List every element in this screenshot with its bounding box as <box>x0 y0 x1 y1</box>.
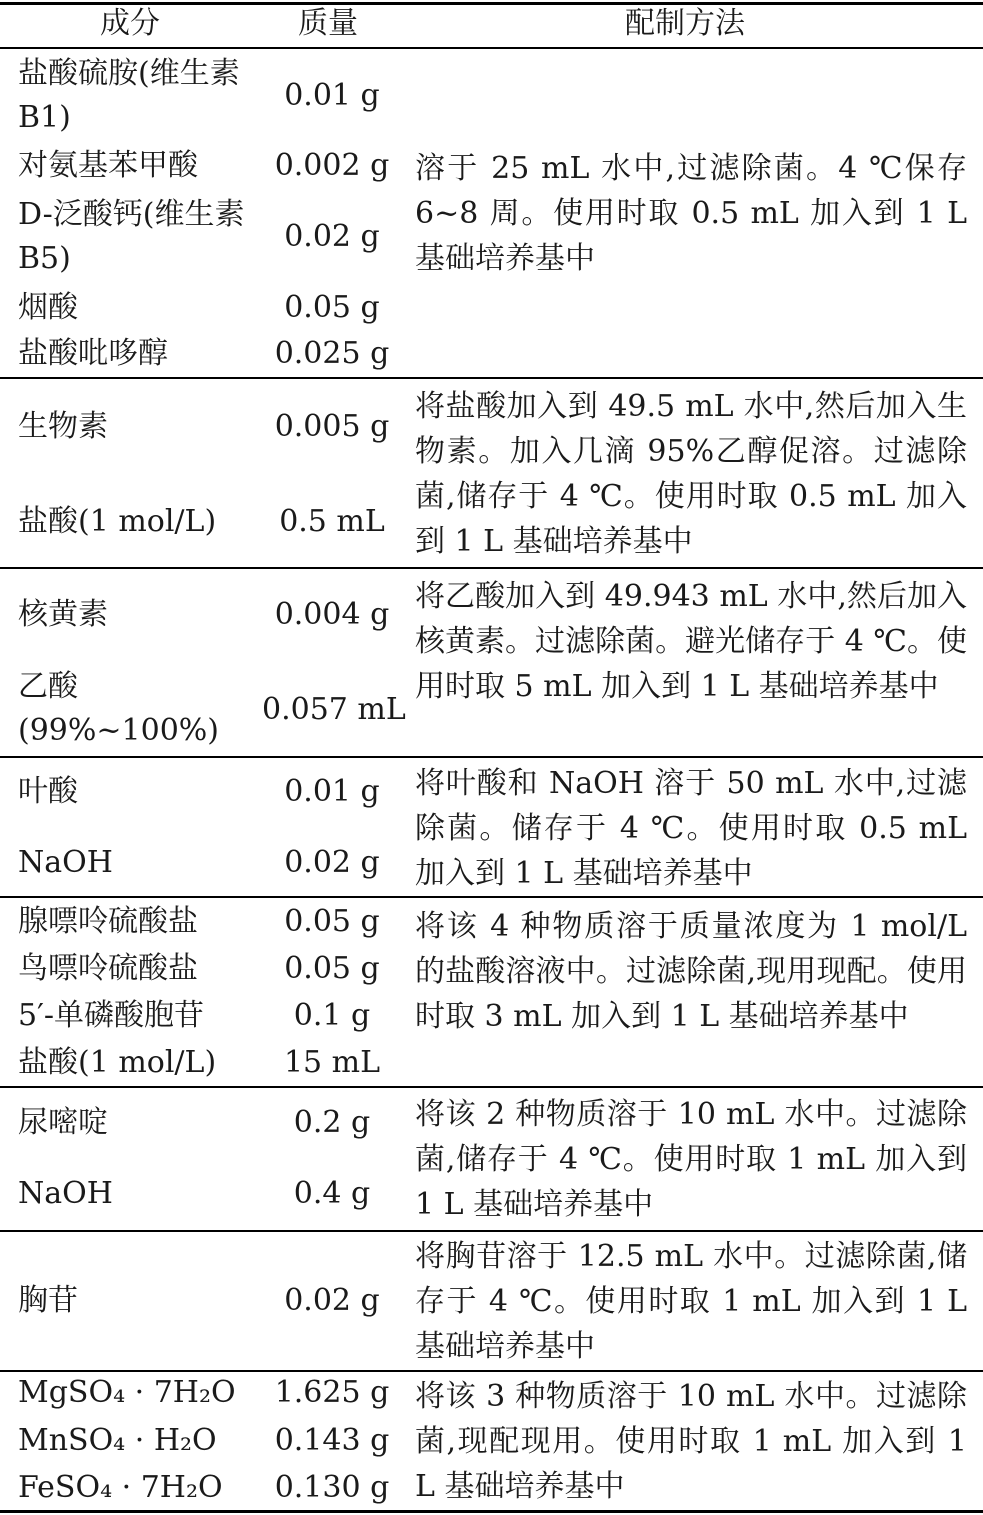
ingredient-mass: 1.625 g <box>274 1375 390 1410</box>
ingredient-name: MgSO₄ · 7H₂O <box>18 1375 236 1410</box>
ingredient-name: 盐酸(1 mol/L) <box>18 504 217 539</box>
ingredient-mass: 0.05 g <box>284 290 380 325</box>
preparation-method: 将叶酸和 NaOH 溶于 50 mL 水中,过滤除菌。储存于 4 ℃。使用时取 0.5 mL 加入到 1 L 基础培养基中 <box>415 766 967 891</box>
ingredient-mass: 0.5 mL <box>279 504 385 539</box>
preparation-method: 将该 2 种物质溶于 10 mL 水中。过滤除菌,储存于 4 ℃。使用时取 1 mL 加入到 1 L 基础培养基中 <box>415 1097 967 1222</box>
ingredient-name: 鸟嘌呤硫酸盐 <box>18 951 198 986</box>
header-mass: 质量 <box>298 6 358 41</box>
ingredient-name: NaOH <box>18 1176 113 1211</box>
ingredient-mass: 0.004 g <box>274 597 390 632</box>
ingredient-mass: 0.02 g <box>284 219 380 254</box>
ingredient-mass: 0.1 g <box>293 998 371 1033</box>
group-rule <box>0 896 983 898</box>
ingredient-name: 烟酸 <box>18 290 78 325</box>
header-method: 配制方法 <box>625 6 745 41</box>
ingredient-name: NaOH <box>18 845 113 880</box>
ingredient-mass: 0.02 g <box>284 1283 380 1318</box>
group-rule <box>0 567 983 569</box>
ingredient-name: MnSO₄ · H₂O <box>18 1423 217 1458</box>
ingredient-mass: 0.130 g <box>274 1470 390 1505</box>
ingredient-mass: 0.01 g <box>284 774 380 809</box>
ingredient-name: 盐酸(1 mol/L) <box>18 1045 217 1080</box>
preparation-method: 将乙酸加入到 49.943 mL 水中,然后加入核黄素。过滤除菌。避光储存于 4 ℃。使用时取 5 mL 加入到 1 L 基础培养基中 <box>415 579 967 704</box>
ingredient-mass: 0.025 g <box>274 336 390 371</box>
preparation-method: 将该 4 种物质溶于质量浓度为 1 mol/L 的盐酸溶液中。过滤除菌,现用现配。使用时取 3 mL 加入到 1 L 基础培养基中 <box>415 909 967 1034</box>
preparation-method: 将该 3 种物质溶于 10 mL 水中。过滤除菌,现配现用。使用时取 1 mL 加入到 1 L 基础培养基中 <box>415 1379 967 1504</box>
ingredient-mass: 15 mL <box>283 1045 381 1080</box>
ingredient-mass: 0.005 g <box>274 409 390 444</box>
group-rule <box>0 756 983 758</box>
header-rule <box>0 47 983 49</box>
ingredient-mass: 0.05 g <box>284 904 380 939</box>
ingredient-mass: 0.143 g <box>274 1423 390 1458</box>
ingredient-name: 尿嘧啶 <box>18 1105 108 1140</box>
ingredient-name: 5′-单磷酸胞苷 <box>18 998 205 1033</box>
ingredient-mass: 0.002 g <box>274 148 390 183</box>
ingredient-mass: 0.01 g <box>284 78 380 113</box>
preparation-method: 将盐酸加入到 49.5 mL 水中,然后加入生物素。加入几滴 95%乙醇促溶。过滤除菌,储存于 4 ℃。使用时取 0.5 mL 加入到 1 L 基础培养基中 <box>415 389 967 559</box>
group-rule <box>0 1230 983 1232</box>
ingredient-mass: 0.4 g <box>293 1176 371 1211</box>
ingredient-mass: 0.057 mL <box>262 692 406 727</box>
ingredient-name: 核黄素 <box>18 597 108 632</box>
preparation-method: 溶于 25 mL 水中,过滤除菌。4 ℃保存 6~8 周。使用时取 0.5 mL 加入到 1 L 基础培养基中 <box>415 151 967 276</box>
ingredient-name: 乙酸(99%~100%) <box>18 669 219 748</box>
ingredient-name: 生物素 <box>18 409 108 444</box>
header-name: 成分 <box>100 6 160 41</box>
ingredient-mass: 0.05 g <box>284 951 380 986</box>
preparation-method: 将胸苷溶于 12.5 mL 水中。过滤除菌,储存于 4 ℃。使用时取 1 mL 加入到 1 L 基础培养基中 <box>415 1239 967 1364</box>
ingredient-name: 对氨基苯甲酸 <box>18 148 198 183</box>
group-rule <box>0 377 983 379</box>
ingredient-name: 胸苷 <box>18 1283 78 1318</box>
table-bottom-rule <box>0 1510 983 1513</box>
ingredient-name: 盐酸硫胺(维生素 B1) <box>18 56 240 135</box>
ingredient-mass: 0.02 g <box>284 845 380 880</box>
ingredient-name: 盐酸吡哆醇 <box>18 336 168 371</box>
ingredient-name: 腺嘌呤硫酸盐 <box>18 904 198 939</box>
ingredient-name: 叶酸 <box>18 774 78 809</box>
ingredient-mass: 0.2 g <box>293 1105 371 1140</box>
group-rule <box>0 1086 983 1088</box>
ingredient-name: D-泛酸钙(维生素 B5) <box>18 197 245 276</box>
ingredient-name: FeSO₄ · 7H₂O <box>18 1470 223 1505</box>
